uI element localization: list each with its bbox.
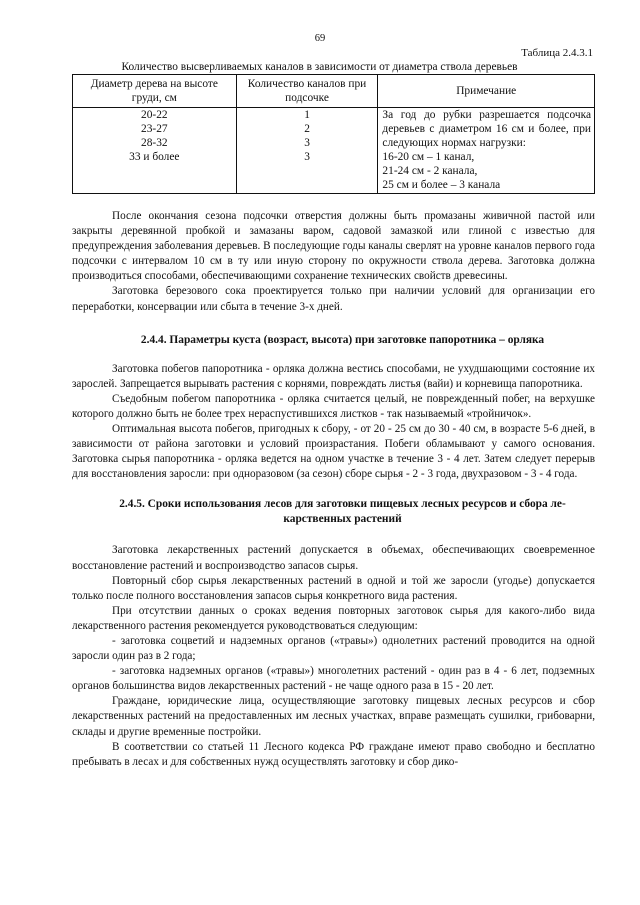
paragraph: Граждане, юридические лица, осуществляющие заготовку пищевых лесных ресурсов и сбор лекарственных растений на предоставленных им лесных участках, вправе размещать сушилки, грибоварни, склады и другие временные постройки. bbox=[72, 695, 595, 738]
section-heading: 2.4.4. Параметры куста (возраст, высота) при заготовке папоротника – орляка bbox=[140, 333, 545, 346]
table-caption: Количество высверливаемых каналов в зависимости от диаметра ствола деревьев bbox=[121, 61, 518, 73]
table-label: Таблица 2.4.3.1 bbox=[521, 47, 593, 59]
paragraph: Оптимальная высота побегов, пригодных к сбору, - от 20 - 25 см до 30 - 40 см, в возрасте 5-6 дней, в зависимости от района заготовки и условий произрастания. Побеги обламывают у самого основания. Заготовка сырья папоротника - орляка ведется на одном участке в течение 3 - 4 лет. Затем следует перерыв для восстановления заросли: при одноразовом (за сезон) сборе сырья - 2 - 3 года, двухразовом - 3 - 4 года. bbox=[72, 423, 595, 481]
paragraph: Съедобным побегом папоротника - орляка считается целый, не поврежденный побег, на верхушке которого должно быть не более трех нераспустившихся листков - так называемый «тройничок». bbox=[72, 392, 595, 420]
channels-cell bbox=[236, 108, 378, 194]
paragraph: Заготовка побегов папоротника - орляка должна вестись способами, не ухудшающими состояние их зарослей. Запрещается вырывать растения с корнями, повреждать листья (вайи) и корневища папоротника. bbox=[72, 362, 595, 390]
diameter-value: 28-32 bbox=[141, 137, 168, 150]
paragraph: В соответствии со статьей 11 Лесного кодекса РФ граждане имеют право свободно и бесплатно пребывать в лесах и для собственных нужд осуществлять заготовку и сбор дико- bbox=[72, 740, 595, 768]
header-note: Примечание bbox=[378, 75, 595, 108]
section-heading bbox=[90, 497, 595, 527]
channels-value: 3 bbox=[304, 137, 310, 150]
paragraph: После окончания сезона подсочки отверстия должны быть промазаны живичной пастой или закрыты деревянной пробкой и замазаны варом, садовой замазкой или глиной с известью для предупреждения заболевания деревьев. В последующие годы каналы сверлят на уровне каналов первого года подсочки с интервалом 10 см в ту или иную сторону по окружности ствола дерева. Заготовка должна производиться способами, обеспечивающими сохранение технических свойств древесины. bbox=[72, 210, 595, 283]
note-line: 16-20 см – 1 канал, bbox=[382, 151, 475, 164]
channels-value: 3 bbox=[304, 151, 310, 164]
table-header-row bbox=[73, 75, 595, 108]
section-heading-line: карственных растений bbox=[283, 513, 402, 526]
header-diameter: Диаметр дерева на высоте груди, см bbox=[73, 75, 237, 108]
paragraph: - заготовка надземных органов («травы») многолетних растений - один раз в 4 - 6 лет, подземных органов большинства видов лекарственных растений - не чаще одного раза в 15 - 20 лет. bbox=[72, 665, 595, 693]
paragraph: - заготовка соцветий и надземных органов («травы») однолетних растений проводится на одной заросли один раз в 2 года; bbox=[72, 634, 595, 663]
paragraph: При отсутствии данных о сроках ведения повторных заготовок сырья для какого-либо вида лекарственного растения рекомендуется руководствоваться следующим: bbox=[72, 604, 595, 632]
header-channels: Количество каналов при подсочке bbox=[236, 75, 378, 108]
note-cell bbox=[378, 108, 595, 194]
diameter-cell bbox=[73, 108, 237, 194]
diameter-value: 33 и более bbox=[129, 151, 180, 164]
note-line: 25 см и более – 3 канала bbox=[382, 179, 501, 192]
note-text: За год до рубки разрешается подсочка деревьев с диаметром 16 см и более, при следующих нормах нагрузки: bbox=[382, 109, 591, 150]
table-row bbox=[73, 108, 595, 194]
paragraph: Заготовка лекарственных растений допускается в объемах, обеспечивающих своевременное восстановление растений и воспроизводство запасов сырья. bbox=[72, 544, 595, 572]
channels-value: 1 bbox=[304, 109, 310, 121]
page-number: 69 bbox=[314, 33, 326, 44]
body-text bbox=[72, 209, 595, 770]
diameter-value: 20-22 bbox=[141, 109, 168, 121]
section-heading-line: 2.4.5. Сроки использования лесов для заготовки пищевых лесных ресурсов и сбора ле- bbox=[119, 498, 566, 511]
paragraph: Заготовка березового сока проектируется только при наличии условий для организации его переработки, консервации или сбыта в течение 3-х дней. bbox=[72, 285, 595, 313]
paragraph: Повторный сбор сырья лекарственных растений в одной и той же заросли (угодье) допускается только после полного восстановления запасов сырья конкретного вида растения. bbox=[72, 574, 595, 602]
channels-value: 2 bbox=[304, 123, 310, 136]
diameter-value: 23-27 bbox=[141, 123, 168, 136]
note-line: 21-24 см - 2 канала, bbox=[382, 165, 478, 178]
channels-table bbox=[72, 74, 595, 194]
